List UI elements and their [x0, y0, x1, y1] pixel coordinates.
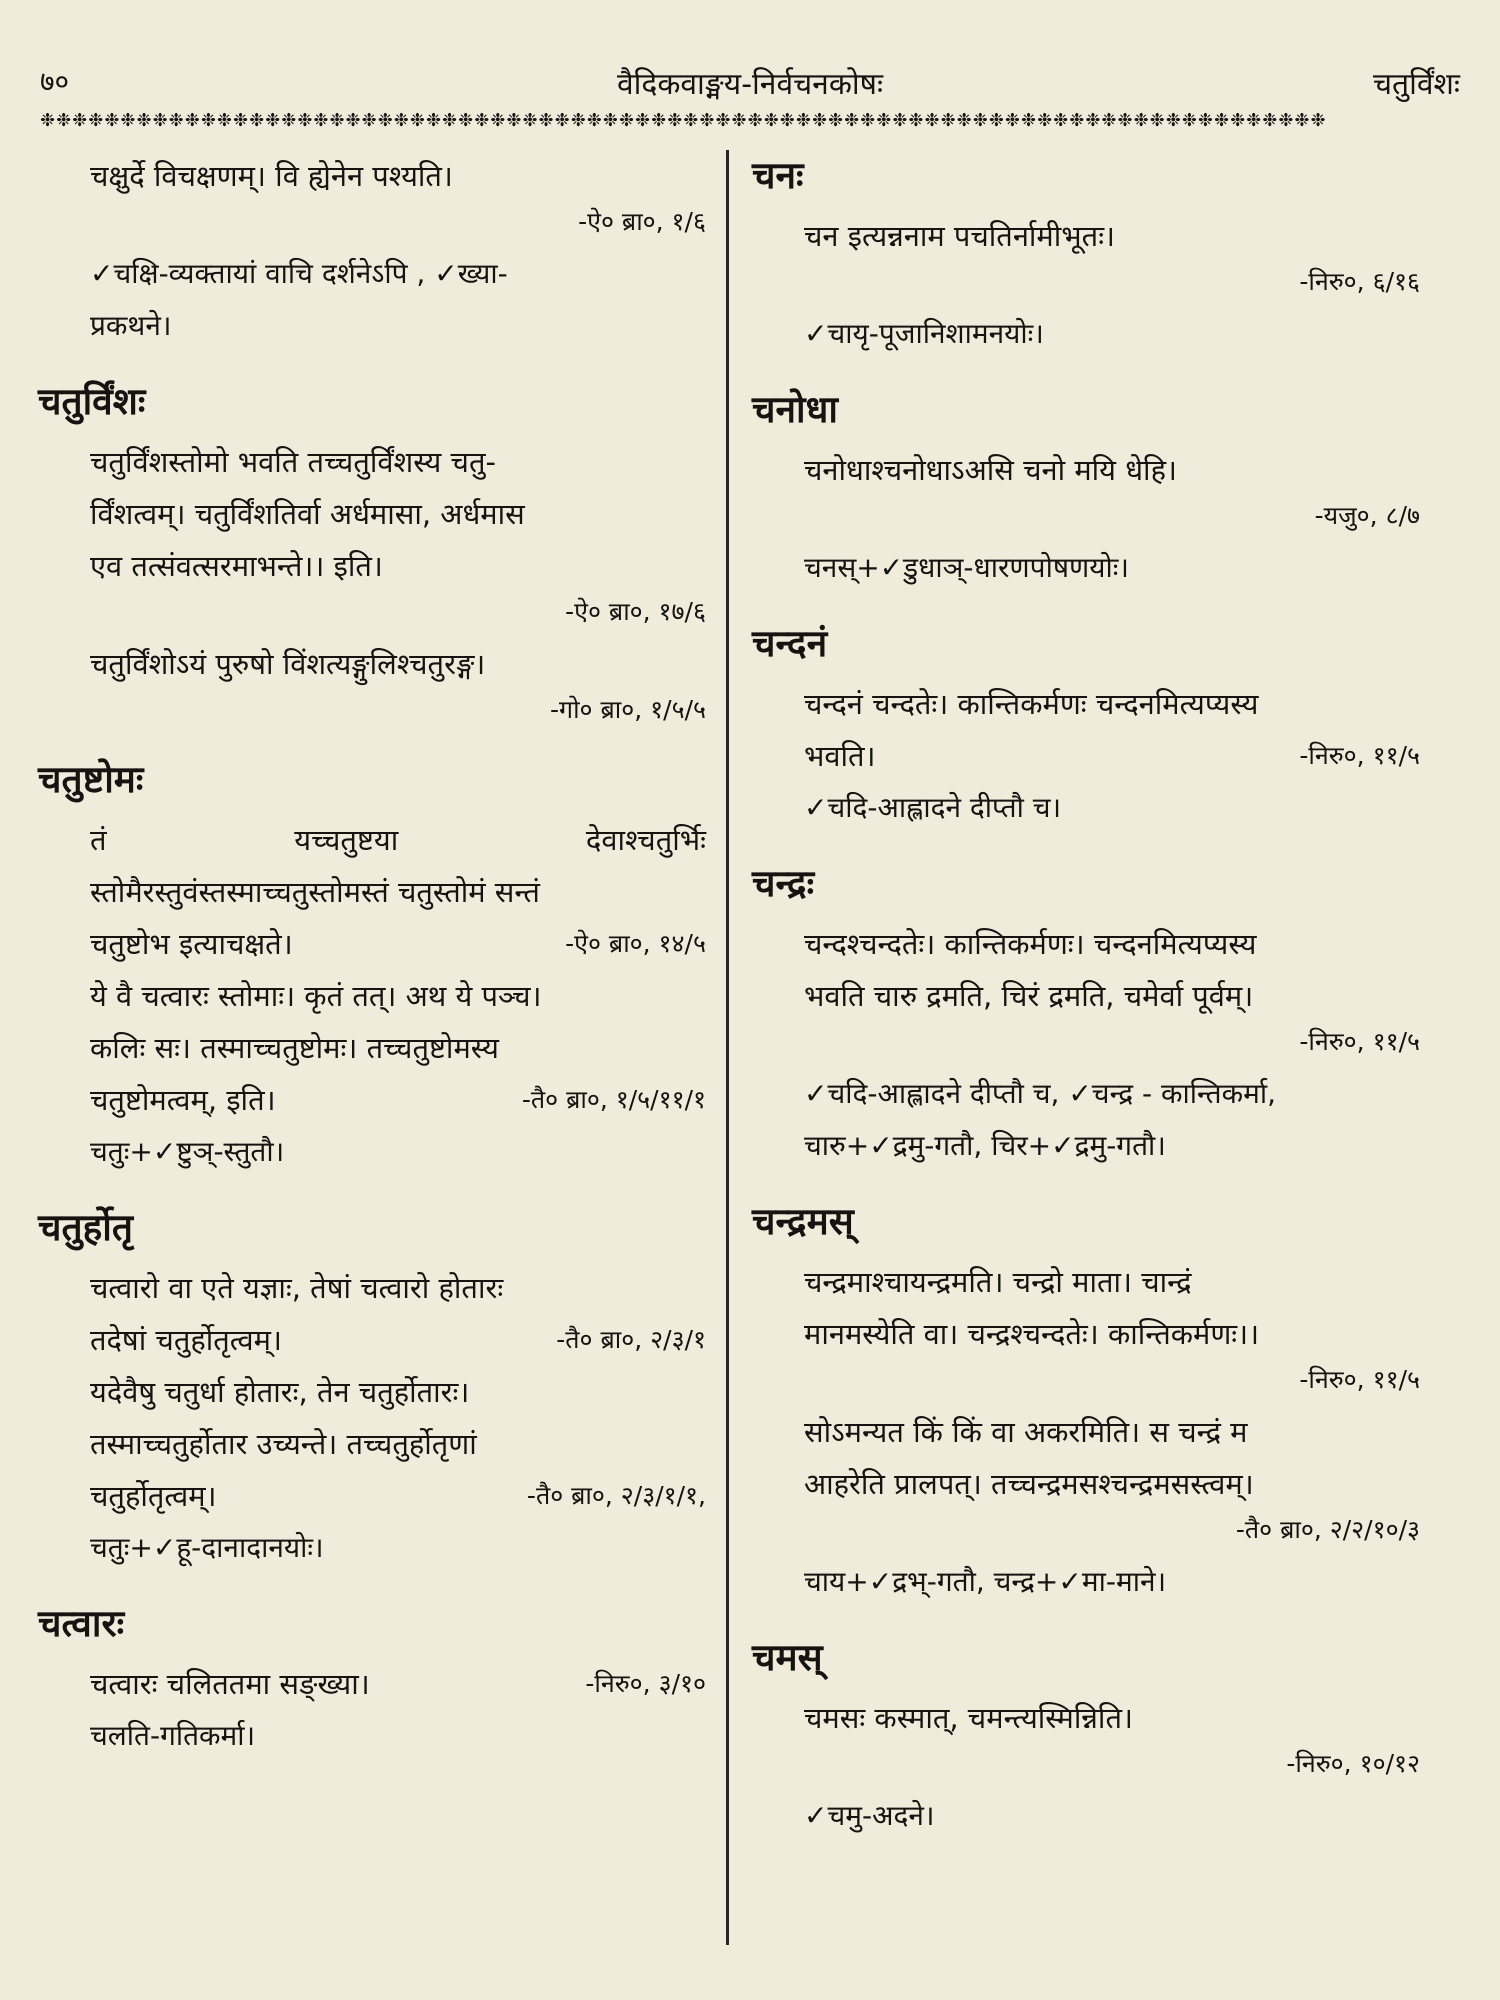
entry-body — [38, 814, 706, 1178]
root-line: ✓चमु-अदने। — [804, 1799, 935, 1832]
entry-body — [38, 1262, 706, 1574]
entry-body — [752, 1256, 1420, 1608]
quote-line: तं यच्चतुष्टया देवाश्चतुर्भिः — [90, 823, 706, 857]
reference: -तै० ब्रा०, २/२/१०/३ — [1235, 1515, 1420, 1544]
quote-text: भवति। — [804, 739, 876, 773]
reference: -यजु०, ८/७ — [1314, 501, 1420, 530]
quote-text: चतुष्टोमत्वम्, इति। — [90, 1083, 276, 1117]
quote-with-reference — [90, 1658, 706, 1710]
reference: -ऐ० ब्रा०, १/६ — [578, 207, 706, 236]
column-divider — [726, 150, 729, 1945]
book-title: वैदिकवाङ्मय-निर्वचनकोषः — [616, 67, 884, 102]
quote-with-reference — [90, 1470, 706, 1522]
quote-line: चन्दनं चन्दतेः। कान्तिकर्मणः चन्दनमित्यप्यस्य — [804, 687, 1259, 721]
entry-body — [752, 678, 1420, 834]
quote-text: तदेषां चतुर्होतृत्वम्। — [90, 1323, 282, 1357]
entry-chandanam — [752, 618, 1420, 834]
page-header — [40, 62, 1460, 106]
quote-line: चतुर्विंशस्तोमो भवति तच्चतुर्विंशस्य चतु- — [90, 445, 496, 479]
quote-text: चतुष्टोभ इत्याचक्षते। — [90, 927, 293, 961]
quote-line: तस्माच्चतुर्होतार उच्यन्ते। तच्चतुर्होतृणां — [90, 1427, 477, 1461]
entry-chaturvimsha — [38, 376, 706, 730]
headword: चन्दनं — [752, 622, 828, 665]
root-line: ✓चदि-आह्लादने दीप्तौ च, ✓चन्द्र - कान्तिकर्मा, — [804, 1077, 1276, 1110]
entry-body — [38, 1658, 706, 1762]
reference: -तै० ब्रा०, १/५/११/१ — [521, 1085, 706, 1114]
quote-with-reference — [90, 1314, 706, 1366]
root-line: चारु+✓द्रमु-गतौ, चिर+✓द्रमु-गतौ। — [804, 1129, 1166, 1162]
headword: चनः — [752, 154, 804, 197]
root-line: ✓चदि-आह्लादने दीप्तौ च। — [804, 791, 1062, 824]
headword: चतुष्टोमः — [38, 758, 144, 801]
entry-body — [752, 210, 1420, 360]
entry-continued — [38, 150, 706, 352]
quote-text: चत्वारः चलिततमा सङ्ख्या। — [90, 1667, 370, 1701]
reference: -निरु०, १०/१२ — [1286, 1749, 1420, 1778]
root-line: चनस्+✓डुधाञ्-धारणपोषणयोः। — [804, 551, 1130, 584]
running-head: चतुर्विंशः — [1372, 67, 1460, 102]
reference: -निरु०, ११/५ — [1299, 741, 1420, 770]
headword: चन्द्रः — [752, 862, 815, 905]
quote-line: एव तत्संवत्सरमाभन्ते।। इति। — [90, 549, 383, 583]
reference: -तै० ब्रा०, २/३/१/१, — [526, 1481, 706, 1510]
reference: -निरु०, ६/१६ — [1299, 267, 1420, 296]
entry-chatushtoma — [38, 754, 706, 1178]
quote-line: र्विंशत्वम्। चतुर्विंशतिर्वा अर्धमासा, अर्धमास — [90, 497, 525, 531]
headword: चन्द्रमस् — [752, 1200, 854, 1243]
reference: -गो० ब्रा०, १/५/५ — [549, 695, 706, 724]
entry-chaturhotri — [38, 1202, 706, 1574]
entry-body — [38, 150, 706, 352]
quote-text: चतुर्होतृत्वम्। — [90, 1479, 217, 1513]
reference: -ऐ० ब्रा०, १७/६ — [565, 597, 706, 626]
headword: चतुर्होतृ — [38, 1206, 133, 1249]
quote-line: आहरेति प्रालपत्। तच्चन्द्रमसश्चन्द्रमसस्त्वम्। — [804, 1467, 1254, 1501]
left-column — [38, 150, 706, 1786]
entry-chandrah — [752, 858, 1420, 1172]
quote-line: चनोधाश्चनोधाऽअसि चनो मयि धेहि। — [804, 453, 1177, 487]
headword: चनोधा — [752, 388, 838, 431]
reference: -निरु०, ३/१० — [585, 1669, 706, 1698]
root-line: चतुः+✓हू-दानादानयोः। — [90, 1531, 324, 1564]
root-line: ✓चायृ-पूजानिशामनयोः। — [804, 317, 1044, 350]
root-line: चलति-गतिकर्मा। — [90, 1719, 256, 1752]
entry-body — [38, 436, 706, 730]
root-line: चाय+✓द्रभ्-गतौ, चन्द्र+✓मा-माने। — [804, 1565, 1167, 1598]
quote-with-reference — [90, 918, 706, 970]
quote-line: मानमस्येति वा। चन्द्रश्चन्दतेः। कान्तिकर्मणः।। — [804, 1317, 1260, 1351]
quote-line: चक्षुर्दे विचक्षणम्। वि ह्येनेन पश्यति। — [90, 159, 453, 193]
headword: चमस् — [752, 1636, 823, 1679]
reference: -निरु०, ११/५ — [1299, 1027, 1420, 1056]
headword: चतुर्विंशः — [38, 380, 146, 423]
reference: -ऐ० ब्रा०, १४/५ — [565, 929, 706, 958]
root-line: प्रकथने। — [90, 309, 172, 342]
quote-line: चन्दश्चन्दतेः। कान्तिकर्मणः। चन्दनमित्यप्यस्य — [804, 927, 1257, 961]
entry-chanodha — [752, 384, 1420, 594]
root-line: चतुः+✓ष्टुञ्-स्तुतौ। — [90, 1135, 285, 1168]
entry-body — [752, 444, 1420, 594]
page-number: ७० — [40, 65, 70, 98]
right-column — [752, 150, 1420, 1866]
entry-chatvarah — [38, 1598, 706, 1762]
root-line: ✓चक्षि-व्यक्तायां वाचि दर्शनेऽपि , ✓ख्या- — [90, 257, 508, 290]
quote-line: चतुर्विंशोऽयं पुरुषो विंशत्यङ्गुलिश्चतुरङ्ग। — [90, 647, 486, 681]
quote-line: यदेवैषु चतुर्धा होतारः, तेन चतुर्होतारः। — [90, 1375, 470, 1409]
reference: -तै० ब्रा०, २/३/१ — [556, 1325, 706, 1354]
quote-line: चन इत्यन्ननाम पचतिर्नामीभूतः। — [804, 219, 1116, 253]
entry-chanah — [752, 150, 1420, 360]
ornamental-rule: ❉❉❉❉❉❉❉❉❉❉❉❉❉❉❉❉❉❉❉❉❉❉❉❉❉❉❉❉❉❉❉❉❉❉❉❉❉❉❉❉❉❉❉❉❉❉❉❉❉❉❉❉❉❉❉❉❉❉❉❉❉❉❉❉❉❉❉❉❉❉❉❉❉❉❉❉❉❉❉❉ — [40, 110, 1327, 131]
headword: चत्वारः — [38, 1602, 125, 1645]
quote-line: ये वै चत्वारः स्तोमाः। कृतं तत्। अथ ये पञ्च। — [90, 979, 542, 1013]
quote-line: स्तोमैरस्तुवंस्तस्माच्चतुस्तोमस्तं चतुस्तोमं सन्तं — [90, 875, 540, 909]
quote-with-reference — [804, 730, 1420, 782]
entry-chamas — [752, 1632, 1420, 1842]
quote-line: कलिः सः। तस्माच्चतुष्टोमः। तच्चतुष्टोमस्य — [90, 1031, 499, 1065]
quote-with-reference — [90, 1074, 706, 1126]
reference: -निरु०, ११/५ — [1299, 1365, 1420, 1394]
entry-chandramas — [752, 1196, 1420, 1608]
entry-body — [752, 1692, 1420, 1842]
quote-line: चन्द्रमाश्चायन्द्रमति। चन्द्रो माता। चान्द्रं — [804, 1265, 1192, 1299]
quote-line: चत्वारो वा एते यज्ञाः, तेषां चत्वारो होतारः — [90, 1271, 504, 1305]
quote-line: भवति चारु द्रमति, चिरं द्रमति, चमेर्वा पूर्वम्। — [804, 979, 1254, 1013]
entry-body — [752, 918, 1420, 1172]
quote-line: सोऽमन्यत किं किं वा अकरमिति। स चन्द्रं म — [804, 1415, 1248, 1449]
quote-line: चमसः कस्मात्, चमन्त्यस्मिन्निति। — [804, 1701, 1133, 1735]
